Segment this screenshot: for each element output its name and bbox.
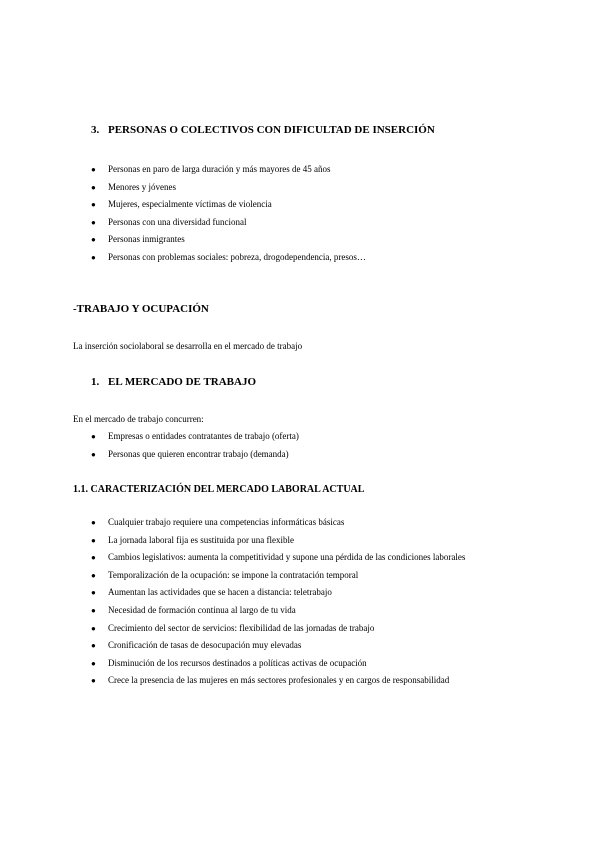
list-item: ● Mujeres, especialmente víctimas de violencia — [91, 196, 366, 214]
trabajo-intro: La inserción sociolaboral se desarrolla en el mercado de trabajo — [73, 341, 303, 351]
bullet-icon: ● — [91, 588, 96, 598]
section-1-1-heading: 1.1. CARACTERIZACIÓN DEL MERCADO LABORAL ACTUAL — [73, 484, 365, 495]
list-item: ● Crece la presencia de las mujeres en más sectores profesionales y en cargos de responsabilidad — [91, 672, 465, 690]
list-item: ● Cambios legislativos: aumenta la competitividad y supone una pérdida de las condiciones laborales — [91, 549, 465, 567]
section-1-title: EL MERCADO DE TRABAJO — [108, 376, 257, 388]
list-item: ● Cualquier trabajo requiere una competencias informáticas básicas — [91, 514, 465, 532]
list-item: ● Empresas o entidades contratantes de trabajo (oferta) — [91, 428, 299, 446]
list-item: ● Personas que quieren encontrar trabajo (demanda) — [91, 446, 299, 464]
section-1-heading — [91, 376, 256, 388]
bullet-icon: ● — [91, 676, 96, 686]
bullet-icon: ● — [91, 200, 96, 210]
trabajo-heading: -TRABAJO Y OCUPACIÓN — [73, 303, 209, 315]
bullet-icon: ● — [91, 570, 96, 580]
section-3-heading — [91, 124, 435, 136]
list-item: ● Necesidad de formación continua al largo de tu vida — [91, 602, 465, 620]
list-item: ● Personas en paro de larga duración y más mayores de 45 años — [91, 161, 366, 179]
section-1-list — [91, 428, 299, 463]
list-item: ● La jornada laboral fija es sustituida por una flexible — [91, 532, 465, 550]
section-3-list — [91, 161, 366, 267]
bullet-icon: ● — [91, 235, 96, 245]
list-item: ● Temporalización de la ocupación: se impone la contratación temporal — [91, 567, 465, 585]
list-item: ● Personas con una diversidad funcional — [91, 214, 366, 232]
section-1-intro: En el mercado de trabajo concurren: — [73, 414, 204, 424]
bullet-icon: ● — [91, 605, 96, 615]
bullet-icon: ● — [91, 641, 96, 651]
bullet-icon: ● — [91, 535, 96, 545]
section-3-number: 3. — [91, 124, 100, 136]
list-item: ● Crecimiento del sector de servicios: flexibilidad de las jornadas de trabajo — [91, 620, 465, 638]
bullet-icon: ● — [91, 658, 96, 668]
bullet-icon: ● — [91, 217, 96, 227]
bullet-icon: ● — [91, 449, 96, 459]
list-item: ● Cronificación de tasas de desocupación muy elevadas — [91, 637, 465, 655]
bullet-icon: ● — [91, 432, 96, 441]
section-1-1-list — [91, 514, 465, 690]
list-item: ● Personas inmigrantes — [91, 231, 366, 249]
bullet-icon: ● — [91, 518, 96, 527]
bullet-icon: ● — [91, 252, 96, 262]
bullet-icon: ● — [91, 623, 96, 633]
section-1-number: 1. — [91, 376, 100, 388]
list-item: ● Menores y jóvenes — [91, 179, 366, 197]
bullet-icon: ● — [91, 182, 96, 192]
list-item: ● Disminución de los recursos destinados a políticas activas de ocupación — [91, 655, 465, 673]
bullet-icon: ● — [91, 165, 96, 174]
list-item: ● Personas con problemas sociales: pobreza, drogodependencia, presos… — [91, 249, 366, 267]
list-item: ● Aumentan las actividades que se hacen a distancia: teletrabajo — [91, 584, 465, 602]
bullet-icon: ● — [91, 553, 96, 563]
section-3-title: PERSONAS O COLECTIVOS CON DIFICULTAD DE INSERCIÓN — [108, 124, 435, 136]
